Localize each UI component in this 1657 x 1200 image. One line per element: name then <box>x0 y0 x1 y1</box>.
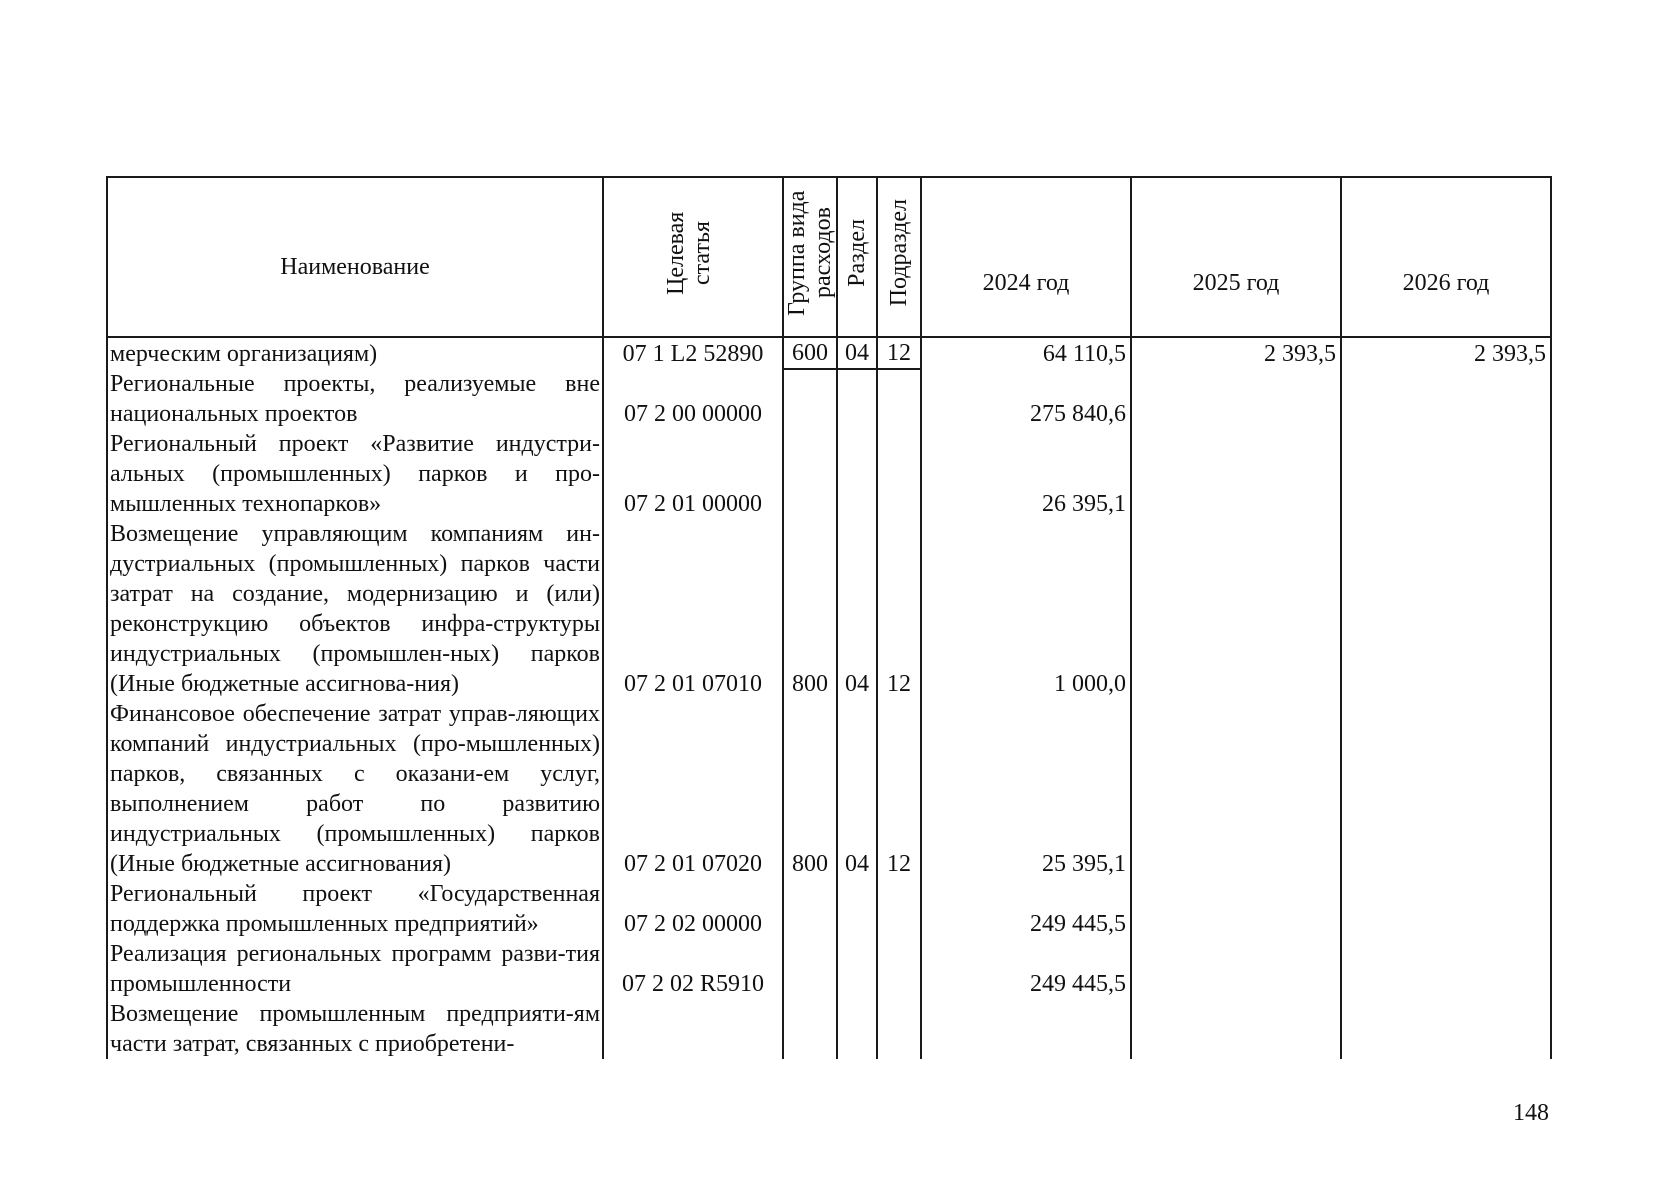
cell-section: 04 <box>837 337 877 369</box>
cell-subsection <box>877 879 921 939</box>
cell-year-2024: 64 110,5 <box>921 337 1131 369</box>
header-expense-group: Группа вида расходов <box>783 177 837 337</box>
cell-subsection: 12 <box>877 519 921 699</box>
cell-year-2025 <box>1131 879 1341 939</box>
cell-target-article: 07 2 01 00000 <box>603 429 783 519</box>
cell-year-2024 <box>921 999 1131 1059</box>
cell-year-2026: 2 393,5 <box>1341 337 1551 369</box>
table-row <box>107 699 1551 879</box>
cell-target-article: 07 2 02 00000 <box>603 879 783 939</box>
cell-expense-group <box>783 879 837 939</box>
cell-expense-group <box>783 939 837 999</box>
cell-expense-group <box>783 999 837 1059</box>
cell-year-2026 <box>1341 939 1551 999</box>
cell-subsection: 12 <box>877 699 921 879</box>
cell-section <box>837 429 877 519</box>
cell-year-2026 <box>1341 369 1551 429</box>
cell-subsection <box>877 369 921 429</box>
cell-target-article: 07 2 00 00000 <box>603 369 783 429</box>
cell-expense-group <box>783 429 837 519</box>
cell-year-2025: 2 393,5 <box>1131 337 1341 369</box>
cell-name: Финансовое обеспечение затрат управ-ляющих компаний индустриальных (про-мышленных) парков, связанных с оказани-ем услуг, выполнением работ по развитию индустриальных (промышленных) парков (Иные бюджетные ассигнования) <box>107 699 603 879</box>
cell-section <box>837 939 877 999</box>
cell-expense-group: 600 <box>783 337 837 369</box>
cell-year-2024: 275 840,6 <box>921 369 1131 429</box>
cell-subsection <box>877 999 921 1059</box>
cell-year-2026 <box>1341 999 1551 1059</box>
cell-expense-group: 800 <box>783 699 837 879</box>
table-row <box>107 429 1551 519</box>
cell-section <box>837 879 877 939</box>
cell-subsection: 12 <box>877 337 921 369</box>
cell-expense-group: 800 <box>783 519 837 699</box>
header-subsection: Подраздел <box>877 177 921 337</box>
header-section: Раздел <box>837 177 877 337</box>
table-row <box>107 939 1551 999</box>
cell-target-article <box>603 999 783 1059</box>
cell-name: Региональный проект «Государственная поддержка промышленных предприятий» <box>107 879 603 939</box>
cell-year-2025 <box>1131 939 1341 999</box>
cell-target-article: 07 1 L2 52890 <box>603 337 783 369</box>
cell-year-2024: 1 000,0 <box>921 519 1131 699</box>
table-row <box>107 337 1551 369</box>
cell-subsection <box>877 939 921 999</box>
cell-name: Региональные проекты, реализуемые вне национальных проектов <box>107 369 603 429</box>
cell-section: 04 <box>837 699 877 879</box>
header-name: Наименование <box>107 177 603 337</box>
header-row <box>107 177 1551 337</box>
cell-year-2025 <box>1131 699 1341 879</box>
table-row <box>107 369 1551 429</box>
cell-name: Возмещение управляющим компаниям ин-дустриальных (промышленных) парков части затрат на создание, модернизацию и (или) реконструкцию объектов инфра-структуры индустриальных (промышлен-ных) парков (Иные бюджетные ассигнова-ния) <box>107 519 603 699</box>
table-row <box>107 519 1551 699</box>
cell-target-article: 07 2 01 07020 <box>603 699 783 879</box>
table-row <box>107 999 1551 1059</box>
cell-expense-group <box>783 369 837 429</box>
cell-name: Возмещение промышленным предприяти-ям части затрат, связанных с приобретени- <box>107 999 603 1059</box>
cell-year-2025 <box>1131 999 1341 1059</box>
cell-section: 04 <box>837 519 877 699</box>
cell-target-article: 07 2 01 07010 <box>603 519 783 699</box>
cell-year-2026 <box>1341 519 1551 699</box>
cell-year-2024: 25 395,1 <box>921 699 1131 879</box>
cell-year-2025 <box>1131 519 1341 699</box>
cell-year-2026 <box>1341 429 1551 519</box>
cell-year-2026 <box>1341 879 1551 939</box>
cell-year-2025 <box>1131 369 1341 429</box>
header-year-2024: 2024 год <box>921 177 1131 337</box>
cell-year-2024: 249 445,5 <box>921 939 1131 999</box>
cell-name: Реализация региональных программ разви-тия промышленности <box>107 939 603 999</box>
cell-year-2024: 26 395,1 <box>921 429 1131 519</box>
cell-year-2025 <box>1131 429 1341 519</box>
table-row <box>107 879 1551 939</box>
page-number: 148 <box>1513 1100 1549 1126</box>
header-year-2025: 2025 год <box>1131 177 1341 337</box>
cell-section <box>837 999 877 1059</box>
cell-subsection <box>877 429 921 519</box>
budget-table <box>106 176 1552 1059</box>
header-target-article: Целевая статья <box>603 177 783 337</box>
cell-name: мерческим организациям) <box>107 337 603 369</box>
cell-section <box>837 369 877 429</box>
cell-target-article: 07 2 02 R5910 <box>603 939 783 999</box>
table-header <box>107 177 1551 337</box>
cell-year-2024: 249 445,5 <box>921 879 1131 939</box>
header-year-2026: 2026 год <box>1341 177 1551 337</box>
cell-year-2026 <box>1341 699 1551 879</box>
table-body <box>107 337 1551 1059</box>
cell-name: Региональный проект «Развитие индустри-альных (промышленных) парков и про-мышленных технопарков» <box>107 429 603 519</box>
